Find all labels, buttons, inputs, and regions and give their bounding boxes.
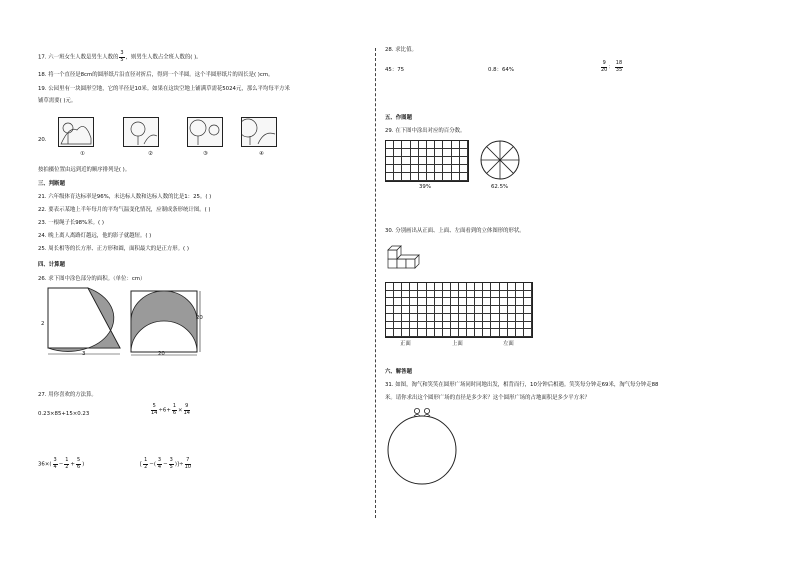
grid-cell[interactable] xyxy=(394,322,402,330)
grid-cell[interactable] xyxy=(475,329,483,337)
grid-cell[interactable] xyxy=(410,298,418,306)
grid-cell[interactable] xyxy=(410,291,418,299)
grid-cell[interactable] xyxy=(451,322,459,330)
grid-cell[interactable] xyxy=(410,314,418,322)
view-label-left: 左面 xyxy=(503,341,514,347)
grid-cell[interactable] xyxy=(443,141,451,149)
grid-cell[interactable] xyxy=(451,298,459,306)
grid-cell[interactable] xyxy=(419,141,427,149)
grid-cell[interactable] xyxy=(402,329,410,337)
grid-cell[interactable] xyxy=(402,283,410,291)
grid-cell[interactable] xyxy=(475,291,483,299)
grid-cell[interactable] xyxy=(394,141,402,149)
round-plaza-diagram xyxy=(381,404,463,488)
question-22: 22. 要表示某地上半年每月的平均气温变化情况，应制成条形统计图。( ) xyxy=(38,207,211,213)
grid-cell[interactable] xyxy=(410,306,418,314)
grid-cell[interactable] xyxy=(460,149,468,157)
fraction: $\frac{3}{5}$ xyxy=(120,50,124,63)
grid-cell[interactable] xyxy=(516,314,524,322)
grid-cell[interactable] xyxy=(443,329,451,337)
grid-cell[interactable] xyxy=(435,283,443,291)
grid-cell[interactable] xyxy=(386,149,394,157)
grid-cell[interactable] xyxy=(475,314,483,322)
grid-cell[interactable] xyxy=(467,306,475,314)
grid-cell[interactable] xyxy=(483,329,491,337)
grid-cell[interactable] xyxy=(452,149,460,157)
grid-cell[interactable] xyxy=(508,283,516,291)
grid-cell[interactable] xyxy=(483,322,491,330)
grid-cell[interactable] xyxy=(427,291,435,299)
photo-frame-3 xyxy=(187,117,223,147)
grid-cell[interactable] xyxy=(467,283,475,291)
ratio-3: $\frac{9}{20}$ ： $\frac{18}{35}$ xyxy=(601,60,623,73)
grid-cell[interactable] xyxy=(451,306,459,314)
tree-scene-image xyxy=(188,118,222,146)
question-23: 23. 一根绳子长98%米。( ) xyxy=(38,220,104,226)
grid-cell[interactable] xyxy=(483,283,491,291)
view-label-front: 正面 xyxy=(400,341,411,347)
grid-cell[interactable] xyxy=(386,314,394,322)
grid-cell[interactable] xyxy=(410,283,418,291)
photo-number-2: ② xyxy=(148,151,153,157)
grid-cell[interactable] xyxy=(467,298,475,306)
grid-cell[interactable] xyxy=(386,329,394,337)
question-20-label: 20. xyxy=(38,137,47,143)
question-31-line1: 31. 如图，淘气和笑笑在圆形广场同时同地出发，相背而行，10分钟后相遇。笑笑每分钟走69米，淘气每分钟走88 xyxy=(385,382,659,388)
grid-cell[interactable] xyxy=(427,157,435,165)
question-29: 29. 在下图中涂出对应的百分数。 xyxy=(385,128,466,134)
grid-cell[interactable] xyxy=(427,165,435,173)
grid-cell[interactable] xyxy=(386,306,394,314)
grid-cell[interactable] xyxy=(419,165,427,173)
grid-cell[interactable] xyxy=(427,329,435,337)
grid-cell[interactable] xyxy=(419,157,427,165)
column-divider xyxy=(375,48,376,518)
question-20-text: 按拍摄位置由远到近的顺序排列是( )。 xyxy=(38,167,131,173)
grid-cell[interactable] xyxy=(443,157,451,165)
grid-cell[interactable] xyxy=(411,165,419,173)
grid-cell[interactable] xyxy=(402,322,410,330)
grid-cell[interactable] xyxy=(402,314,410,322)
grid-cell[interactable] xyxy=(386,157,394,165)
grid-cell[interactable] xyxy=(443,165,451,173)
grid-cell[interactable] xyxy=(427,149,435,157)
grid-cell[interactable] xyxy=(508,298,516,306)
grid-cell[interactable] xyxy=(500,291,508,299)
figure2-side-label: 20 xyxy=(196,315,203,321)
grid-cell[interactable] xyxy=(516,283,524,291)
grid-cell[interactable] xyxy=(467,291,475,299)
grid-cell[interactable] xyxy=(483,291,491,299)
grid-cell[interactable] xyxy=(483,306,491,314)
grid-cell[interactable] xyxy=(516,298,524,306)
grid-cell[interactable] xyxy=(459,329,467,337)
grid-cell[interactable] xyxy=(411,157,419,165)
shaded-figure-2 xyxy=(128,288,206,358)
grid-cell[interactable] xyxy=(475,306,483,314)
grid-cell[interactable] xyxy=(508,291,516,299)
grid-cell[interactable] xyxy=(491,283,499,291)
grid-cell[interactable] xyxy=(418,322,426,330)
question-30: 30. 分别画出从正面、上面、左面看到的立体图形的形状。 xyxy=(385,228,525,234)
grid-cell[interactable] xyxy=(443,298,451,306)
grid-cell[interactable] xyxy=(500,298,508,306)
grid-cell[interactable] xyxy=(516,291,524,299)
photo-frame-1 xyxy=(58,117,94,147)
question-17: 17. 六一班女生人数是男生人数的 $\frac{3}{5}$ ，则男生人数占全班人数的( )。 xyxy=(38,50,202,63)
question-26: 26. 求下图中涂色部分的面积。（单位：cm） xyxy=(38,276,146,282)
grid-cell[interactable] xyxy=(386,298,394,306)
grid-cell[interactable] xyxy=(475,298,483,306)
grid-cell[interactable] xyxy=(386,165,394,173)
grid-cell[interactable] xyxy=(524,298,532,306)
grid-cell[interactable] xyxy=(500,306,508,314)
grid-cell[interactable] xyxy=(418,291,426,299)
grid-cell[interactable] xyxy=(386,291,394,299)
grid-cell[interactable] xyxy=(467,322,475,330)
grid-cell[interactable] xyxy=(475,283,483,291)
percent-grid[interactable] xyxy=(385,140,469,182)
grid-cell[interactable] xyxy=(402,149,410,157)
grid-cell[interactable] xyxy=(491,329,499,337)
grid-cell[interactable] xyxy=(452,173,460,181)
grid-cell[interactable] xyxy=(394,149,402,157)
photo-number-4: ④ xyxy=(259,151,264,157)
grid-cell[interactable] xyxy=(410,322,418,330)
grid-cell[interactable] xyxy=(443,322,451,330)
grid-cell[interactable] xyxy=(483,298,491,306)
question-21: 21. 六年级体育达标率是96%，未达标人数和达标人数的比是1：25。( ) xyxy=(38,194,212,200)
grid-cell[interactable] xyxy=(460,141,468,149)
grid-cell[interactable] xyxy=(500,314,508,322)
grid-cell[interactable] xyxy=(451,329,459,337)
grid-cell[interactable] xyxy=(386,173,394,181)
grid-cell[interactable] xyxy=(451,291,459,299)
figure1-base-label: 3 xyxy=(82,351,86,357)
calc-expression-2: $\frac{5}{14}$ ÷6+ $\frac{1}{6}$ × $\frac{9}{14}$ xyxy=(151,403,190,416)
tree-scene-image xyxy=(242,118,276,146)
cube-solid-figure xyxy=(386,241,426,275)
grid-cell[interactable] xyxy=(402,165,410,173)
grid-cell[interactable] xyxy=(394,291,402,299)
grid-cell[interactable] xyxy=(402,141,410,149)
grid-cell[interactable] xyxy=(394,165,402,173)
grid-cell[interactable] xyxy=(427,283,435,291)
grid-cell[interactable] xyxy=(386,322,394,330)
drawing-grid[interactable] xyxy=(385,282,533,338)
grid-cell[interactable] xyxy=(500,283,508,291)
calc-expression-1: 0.23×85+15×0.23 xyxy=(38,411,90,417)
question-31-line2: 米。请你求出这个圆形广场的直径是多少米？这个圆形广场的占地面积是多少平方米？ xyxy=(385,395,590,401)
grid-cell[interactable] xyxy=(411,141,419,149)
grid-cell[interactable] xyxy=(411,149,419,157)
grid-cell[interactable] xyxy=(500,329,508,337)
grid-cell[interactable] xyxy=(402,298,410,306)
grid-cell[interactable] xyxy=(427,141,435,149)
grid-cell[interactable] xyxy=(443,291,451,299)
grid-cell[interactable] xyxy=(418,298,426,306)
section-heading-calculation: 四、计算题 xyxy=(38,262,65,268)
grid-cell[interactable] xyxy=(394,173,402,181)
grid-cell[interactable] xyxy=(516,329,524,337)
grid-cell[interactable] xyxy=(419,173,427,181)
tree-scene-image xyxy=(59,118,93,146)
grid-cell[interactable] xyxy=(418,314,426,322)
grid-cell[interactable] xyxy=(459,314,467,322)
grid-cell[interactable] xyxy=(435,157,443,165)
photo-number-3: ③ xyxy=(203,151,208,157)
section-heading-judgement: 三、判断题 xyxy=(38,181,65,187)
grid-cell[interactable] xyxy=(524,322,532,330)
section-heading-drawing: 五、作图题 xyxy=(385,115,412,121)
grid-cell[interactable] xyxy=(435,173,443,181)
grid-cell[interactable] xyxy=(394,283,402,291)
grid-cell[interactable] xyxy=(402,306,410,314)
grid-cell[interactable] xyxy=(435,322,443,330)
grid-cell[interactable] xyxy=(451,283,459,291)
grid-cell[interactable] xyxy=(443,149,451,157)
grid-cell[interactable] xyxy=(427,306,435,314)
grid-cell[interactable] xyxy=(443,173,451,181)
grid-cell[interactable] xyxy=(443,314,451,322)
grid-cell[interactable] xyxy=(411,173,419,181)
grid-cell[interactable] xyxy=(435,165,443,173)
tree-scene-image xyxy=(124,118,158,146)
grid-cell[interactable] xyxy=(524,314,532,322)
grid-cell[interactable] xyxy=(427,314,435,322)
grid-cell[interactable] xyxy=(386,283,394,291)
two-walkers-icon xyxy=(414,408,430,416)
figure1-height-label: 2 xyxy=(41,321,45,327)
grid-cell[interactable] xyxy=(467,329,475,337)
grid-cell[interactable] xyxy=(435,141,443,149)
question-19-line2: 铺草需要( )元。 xyxy=(38,98,77,104)
photo-frame-4 xyxy=(241,117,277,147)
grid-cell[interactable] xyxy=(491,291,499,299)
grid-cell[interactable] xyxy=(435,291,443,299)
percent-circle[interactable] xyxy=(479,139,521,181)
grid-cell[interactable] xyxy=(491,314,499,322)
grid-cell[interactable] xyxy=(402,173,410,181)
grid-cell[interactable] xyxy=(460,173,468,181)
calc-expression-4: [ $\frac{1}{2}$ −( $\frac{3}{4}$ − $\frac{3}{5}$ )]÷ $\frac{7}{10}$ xyxy=(140,457,191,470)
grid-cell[interactable] xyxy=(459,283,467,291)
grid-cell[interactable] xyxy=(435,298,443,306)
grid-cell[interactable] xyxy=(435,314,443,322)
grid-cell[interactable] xyxy=(427,173,435,181)
grid-cell[interactable] xyxy=(459,322,467,330)
grid-cell[interactable] xyxy=(460,165,468,173)
grid-cell[interactable] xyxy=(435,149,443,157)
grid-cell[interactable] xyxy=(451,314,459,322)
grid-cell[interactable] xyxy=(443,306,451,314)
grid-cell[interactable] xyxy=(508,329,516,337)
grid-cell[interactable] xyxy=(443,283,451,291)
grid-cell[interactable] xyxy=(524,291,532,299)
section-heading-problems: 六、解答题 xyxy=(385,369,412,375)
grid-cell[interactable] xyxy=(452,141,460,149)
grid-cell[interactable] xyxy=(435,306,443,314)
photo-number-1: ① xyxy=(80,151,85,157)
grid-cell[interactable] xyxy=(524,329,532,337)
ratio-2: 0.8：64% xyxy=(488,67,514,73)
grid-cell[interactable] xyxy=(508,322,516,330)
grid-cell[interactable] xyxy=(452,165,460,173)
calc-expression-3: 36×( $\frac{3}{4}$ − $\frac{1}{2}$ + $\frac{5}{6}$ ) xyxy=(38,457,85,470)
grid-cell[interactable] xyxy=(435,329,443,337)
grid-cell[interactable] xyxy=(460,157,468,165)
grid-cell[interactable] xyxy=(418,283,426,291)
question-25: 25. 周长相等的长方形、正方形和圆，面积最大的是正方形。( ) xyxy=(38,246,189,252)
grid-cell[interactable] xyxy=(491,306,499,314)
question-19-line1: 19. 公园里有一块圆形空地，它的半径是10米。如果在这块空地上铺满草需花5024元，那么平均每平方米 xyxy=(38,86,290,92)
grid-cell[interactable] xyxy=(402,157,410,165)
grid-cell[interactable] xyxy=(418,329,426,337)
grid-cell[interactable] xyxy=(419,149,427,157)
grid-cell[interactable] xyxy=(467,314,475,322)
figure2-bottom-label: 20 xyxy=(158,351,165,357)
question-28: 28. 求比值。 xyxy=(385,47,417,53)
grid-cell[interactable] xyxy=(402,291,410,299)
question-18: 18. 将一个直径是8cm的圆形纸片沿直径对折后，得到一个半圆。这个半圆形纸片的周长是( )cm。 xyxy=(38,72,274,78)
grid-cell[interactable] xyxy=(394,306,402,314)
view-label-top: 上面 xyxy=(452,341,463,347)
grid-cell[interactable] xyxy=(500,322,508,330)
ratio-1: 45：75 xyxy=(385,67,405,73)
grid-cell[interactable] xyxy=(394,157,402,165)
grid-cell[interactable] xyxy=(410,329,418,337)
grid-cell[interactable] xyxy=(516,306,524,314)
grid-cell[interactable] xyxy=(475,322,483,330)
grid-cell[interactable] xyxy=(452,157,460,165)
grid-cell[interactable] xyxy=(516,322,524,330)
grid-cell[interactable] xyxy=(418,306,426,314)
grid-cell[interactable] xyxy=(394,329,402,337)
grid-cell[interactable] xyxy=(459,291,467,299)
grid-cell[interactable] xyxy=(427,298,435,306)
grid-cell[interactable] xyxy=(524,283,532,291)
grid-cell[interactable] xyxy=(508,314,516,322)
grid-cell[interactable] xyxy=(508,306,516,314)
photo-frame-2 xyxy=(123,117,159,147)
grid-cell[interactable] xyxy=(491,322,499,330)
percent-label-grid: 39% xyxy=(419,184,431,190)
grid-cell[interactable] xyxy=(459,306,467,314)
question-27: 27. 用你喜欢的方法算。 xyxy=(38,392,97,398)
grid-cell[interactable] xyxy=(459,298,467,306)
grid-cell[interactable] xyxy=(386,141,394,149)
question-24: 24. 晚上离人离路灯越远，他的影子就越短。( ) xyxy=(38,233,152,239)
grid-cell[interactable] xyxy=(427,322,435,330)
grid-cell[interactable] xyxy=(483,314,491,322)
grid-cell[interactable] xyxy=(491,298,499,306)
shaded-figure-1 xyxy=(40,282,130,358)
grid-cell[interactable] xyxy=(394,298,402,306)
grid-cell[interactable] xyxy=(524,306,532,314)
grid-cell[interactable] xyxy=(394,314,402,322)
percent-label-circle: 62.5% xyxy=(491,184,509,190)
